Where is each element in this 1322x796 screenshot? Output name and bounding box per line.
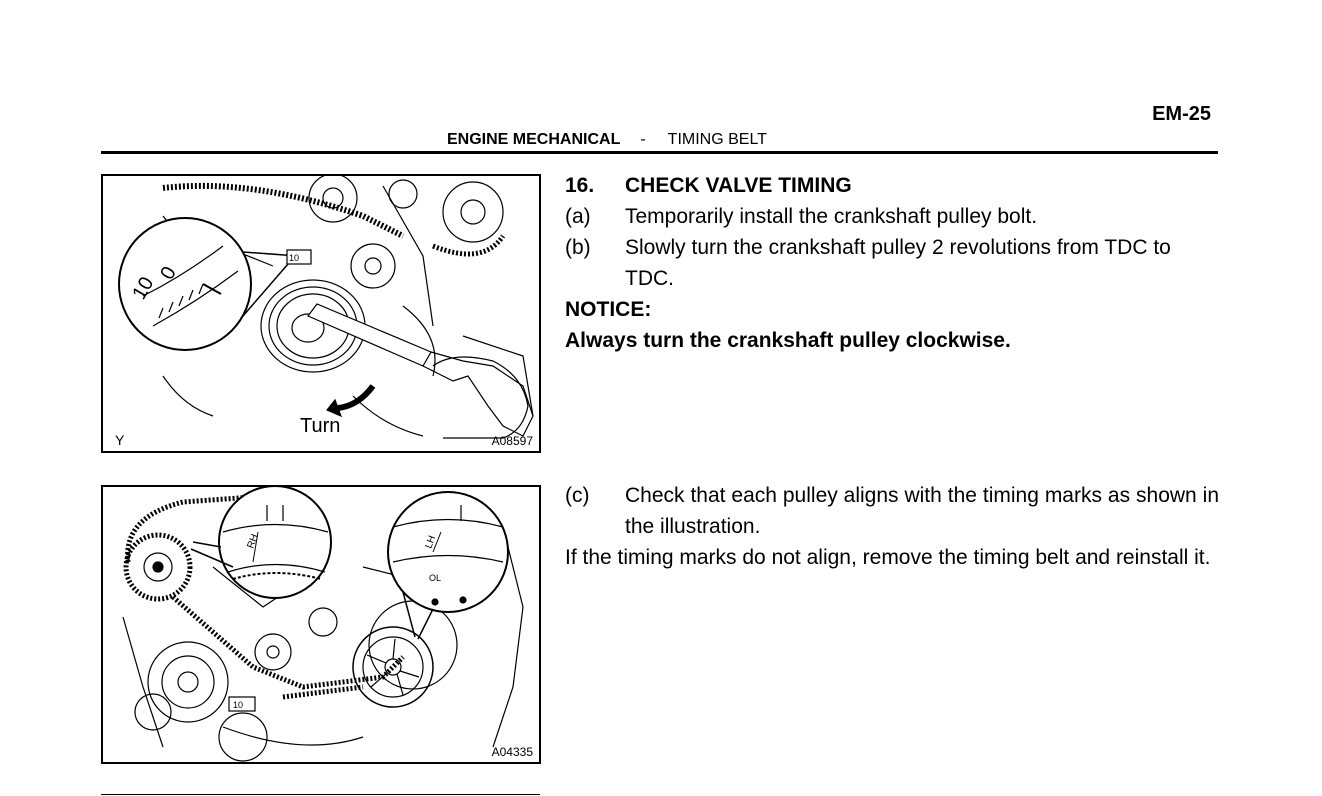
- step-c-text: Check that each pulley aligns with the timing marks as shown in the illustration.: [625, 484, 1219, 538]
- step-c-label: (c): [565, 484, 590, 507]
- timing-mark-ol: OL: [429, 573, 442, 583]
- timing-mark-lh: LH: [423, 534, 439, 551]
- scale-mark-10: 10: [289, 253, 300, 263]
- section-title: ENGINE MECHANICAL: [447, 131, 621, 148]
- crankshaft-illustration: [103, 176, 539, 451]
- step-heading: [565, 170, 1219, 201]
- figure-crankshaft-turn: [101, 174, 541, 453]
- timing-mark-rh: RH: [245, 532, 261, 551]
- step-b: [565, 232, 1219, 294]
- procedure-block-1: [565, 170, 1219, 356]
- step-b-label: (b): [565, 236, 591, 259]
- remedy-text: If the timing marks do not align, remove the timing belt and reinstall it.: [565, 546, 1211, 569]
- step-b-text: Slowly turn the crankshaft pulley 2 revolutions from TDC to TDC.: [625, 236, 1171, 290]
- figure-code: A04335: [491, 745, 533, 759]
- step-title: CHECK VALVE TIMING: [625, 174, 852, 197]
- footer-rule: [101, 794, 540, 795]
- step-number: 16.: [565, 174, 595, 197]
- topic-title: TIMING BELT: [667, 131, 767, 148]
- scale-mark-10: 10: [233, 700, 244, 710]
- dial-mark-10: 10: [128, 273, 159, 304]
- header-rule: [101, 151, 1218, 154]
- page-number: EM-25: [1152, 103, 1211, 125]
- dial-mark-0: 0: [156, 262, 181, 284]
- figure-code: A08597: [491, 434, 533, 448]
- timing-marks-illustration: [103, 487, 539, 762]
- step-a: [565, 201, 1219, 232]
- turn-label: Turn: [300, 415, 341, 437]
- notice-text: Always turn the crankshaft pulley clockwise.: [565, 329, 1011, 352]
- step-a-text: Temporarily install the crankshaft pulley bolt.: [625, 205, 1038, 228]
- step-a-label: (a): [565, 205, 591, 228]
- figure-timing-marks: [101, 485, 541, 764]
- procedure-block-2: [565, 480, 1219, 573]
- notice-label: NOTICE:: [565, 298, 652, 321]
- step-c: [565, 480, 1219, 542]
- header-separator: -: [640, 131, 646, 148]
- figure-corner-letter: Y: [115, 432, 125, 448]
- running-header: [447, 131, 767, 149]
